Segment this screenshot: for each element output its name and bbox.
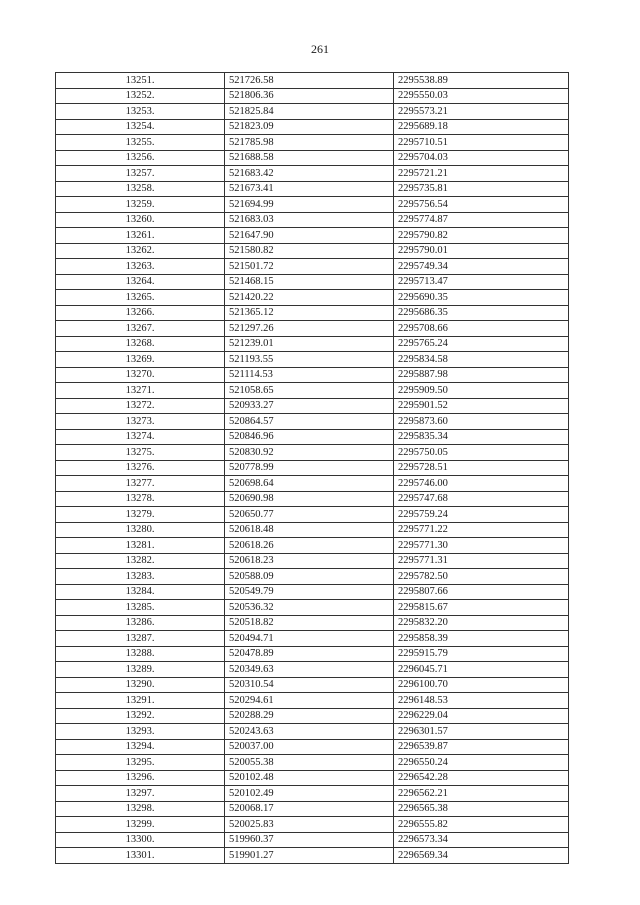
y-coordinate-cell: 2295746.00	[394, 476, 569, 492]
table-row	[56, 615, 569, 631]
x-coordinate-cell: 520068.17	[225, 801, 394, 817]
x-coordinate-cell: 521726.58	[225, 73, 394, 89]
table-row	[56, 212, 569, 228]
point-number-cell: 13295.	[56, 755, 225, 771]
y-coordinate-cell: 2295550.03	[394, 88, 569, 104]
table-row	[56, 817, 569, 833]
x-coordinate-cell: 521785.98	[225, 135, 394, 151]
point-number-cell: 13297.	[56, 786, 225, 802]
x-coordinate-cell: 520549.79	[225, 584, 394, 600]
y-coordinate-cell: 2295735.81	[394, 181, 569, 197]
y-coordinate-cell: 2295909.50	[394, 383, 569, 399]
point-number-cell: 13265.	[56, 290, 225, 306]
x-coordinate-cell: 520102.48	[225, 770, 394, 786]
x-coordinate-cell: 521580.82	[225, 243, 394, 259]
y-coordinate-cell: 2295708.66	[394, 321, 569, 337]
x-coordinate-cell: 520494.71	[225, 631, 394, 647]
page-number: 261	[311, 42, 329, 56]
y-coordinate-cell: 2295713.47	[394, 274, 569, 290]
table-row	[56, 290, 569, 306]
y-coordinate-cell: 2295915.79	[394, 646, 569, 662]
x-coordinate-cell: 520478.89	[225, 646, 394, 662]
y-coordinate-cell: 2296550.24	[394, 755, 569, 771]
x-coordinate-cell: 520518.82	[225, 615, 394, 631]
x-coordinate-cell: 520310.54	[225, 677, 394, 693]
point-number-cell: 13255.	[56, 135, 225, 151]
y-coordinate-cell: 2295750.05	[394, 445, 569, 461]
y-coordinate-cell: 2296573.34	[394, 832, 569, 848]
point-number-cell: 13277.	[56, 476, 225, 492]
table-row	[56, 259, 569, 275]
point-number-cell: 13276.	[56, 460, 225, 476]
x-coordinate-cell: 520690.98	[225, 491, 394, 507]
x-coordinate-cell: 521647.90	[225, 228, 394, 244]
x-coordinate-cell: 521825.84	[225, 104, 394, 120]
x-coordinate-cell: 521239.01	[225, 336, 394, 352]
table-row	[56, 274, 569, 290]
table-row	[56, 584, 569, 600]
table-row	[56, 693, 569, 709]
x-coordinate-cell: 520055.38	[225, 755, 394, 771]
table-row	[56, 631, 569, 647]
point-number-cell: 13280.	[56, 522, 225, 538]
point-number-cell: 13272.	[56, 398, 225, 414]
point-number-cell: 13291.	[56, 693, 225, 709]
y-coordinate-cell: 2295765.24	[394, 336, 569, 352]
table-row	[56, 646, 569, 662]
y-coordinate-cell: 2295835.34	[394, 429, 569, 445]
y-coordinate-cell: 2295873.60	[394, 414, 569, 430]
table-row	[56, 119, 569, 135]
point-number-cell: 13266.	[56, 305, 225, 321]
table-row	[56, 135, 569, 151]
table-row	[56, 166, 569, 182]
y-coordinate-cell: 2296229.04	[394, 708, 569, 724]
y-coordinate-cell: 2295721.21	[394, 166, 569, 182]
y-coordinate-cell: 2295807.66	[394, 584, 569, 600]
table-row	[56, 569, 569, 585]
x-coordinate-cell: 520288.29	[225, 708, 394, 724]
y-coordinate-cell: 2296045.71	[394, 662, 569, 678]
table-row	[56, 321, 569, 337]
table-row	[56, 181, 569, 197]
coordinates-table	[55, 72, 569, 864]
y-coordinate-cell: 2295790.01	[394, 243, 569, 259]
point-number-cell: 13296.	[56, 770, 225, 786]
table-row	[56, 832, 569, 848]
y-coordinate-cell: 2295887.98	[394, 367, 569, 383]
x-coordinate-cell: 520846.96	[225, 429, 394, 445]
table-row	[56, 662, 569, 678]
table-row	[56, 445, 569, 461]
point-number-cell: 13267.	[56, 321, 225, 337]
point-number-cell: 13273.	[56, 414, 225, 430]
y-coordinate-cell: 2295689.18	[394, 119, 569, 135]
point-number-cell: 13287.	[56, 631, 225, 647]
table-row	[56, 801, 569, 817]
y-coordinate-cell: 2295573.21	[394, 104, 569, 120]
y-coordinate-cell: 2295759.24	[394, 507, 569, 523]
point-number-cell: 13294.	[56, 739, 225, 755]
point-number-cell: 13289.	[56, 662, 225, 678]
point-number-cell: 13259.	[56, 197, 225, 213]
y-coordinate-cell: 2295747.68	[394, 491, 569, 507]
x-coordinate-cell: 520830.92	[225, 445, 394, 461]
point-number-cell: 13256.	[56, 150, 225, 166]
point-number-cell: 13290.	[56, 677, 225, 693]
y-coordinate-cell: 2295774.87	[394, 212, 569, 228]
y-coordinate-cell: 2295728.51	[394, 460, 569, 476]
x-coordinate-cell: 520618.48	[225, 522, 394, 538]
x-coordinate-cell: 520294.61	[225, 693, 394, 709]
point-number-cell: 13262.	[56, 243, 225, 259]
point-number-cell: 13274.	[56, 429, 225, 445]
table-row	[56, 150, 569, 166]
x-coordinate-cell: 520864.57	[225, 414, 394, 430]
table-row	[56, 228, 569, 244]
point-number-cell: 13299.	[56, 817, 225, 833]
table-row	[56, 414, 569, 430]
x-coordinate-cell: 521688.58	[225, 150, 394, 166]
y-coordinate-cell: 2295815.67	[394, 600, 569, 616]
point-number-cell: 13288.	[56, 646, 225, 662]
y-coordinate-cell: 2295690.35	[394, 290, 569, 306]
table-row	[56, 755, 569, 771]
point-number-cell: 13285.	[56, 600, 225, 616]
table-row	[56, 600, 569, 616]
table-row	[56, 786, 569, 802]
x-coordinate-cell: 520778.99	[225, 460, 394, 476]
point-number-cell: 13271.	[56, 383, 225, 399]
x-coordinate-cell: 520536.32	[225, 600, 394, 616]
y-coordinate-cell: 2295832.20	[394, 615, 569, 631]
table-row	[56, 429, 569, 445]
x-coordinate-cell: 521297.26	[225, 321, 394, 337]
table-row	[56, 848, 569, 864]
y-coordinate-cell: 2295771.22	[394, 522, 569, 538]
y-coordinate-cell: 2295790.82	[394, 228, 569, 244]
point-number-cell: 13283.	[56, 569, 225, 585]
point-number-cell: 13268.	[56, 336, 225, 352]
x-coordinate-cell: 520933.27	[225, 398, 394, 414]
y-coordinate-cell: 2296539.87	[394, 739, 569, 755]
y-coordinate-cell: 2296562.21	[394, 786, 569, 802]
x-coordinate-cell: 521420.22	[225, 290, 394, 306]
table-row	[56, 104, 569, 120]
table-row	[56, 739, 569, 755]
point-number-cell: 13281.	[56, 538, 225, 554]
table-row	[56, 522, 569, 538]
x-coordinate-cell: 520349.63	[225, 662, 394, 678]
point-number-cell: 13275.	[56, 445, 225, 461]
point-number-cell: 13284.	[56, 584, 225, 600]
table-row	[56, 352, 569, 368]
table-row	[56, 708, 569, 724]
table-row	[56, 243, 569, 259]
y-coordinate-cell: 2295704.03	[394, 150, 569, 166]
point-number-cell: 13278.	[56, 491, 225, 507]
point-number-cell: 13257.	[56, 166, 225, 182]
x-coordinate-cell: 519901.27	[225, 848, 394, 864]
table-row	[56, 336, 569, 352]
y-coordinate-cell: 2295538.89	[394, 73, 569, 89]
point-number-cell: 13264.	[56, 274, 225, 290]
table-row	[56, 724, 569, 740]
table-row	[56, 305, 569, 321]
x-coordinate-cell: 521193.55	[225, 352, 394, 368]
table-row	[56, 398, 569, 414]
y-coordinate-cell: 2296148.53	[394, 693, 569, 709]
y-coordinate-cell: 2296565.38	[394, 801, 569, 817]
x-coordinate-cell: 520618.26	[225, 538, 394, 554]
point-number-cell: 13253.	[56, 104, 225, 120]
point-number-cell: 13254.	[56, 119, 225, 135]
table-row	[56, 538, 569, 554]
x-coordinate-cell: 521501.72	[225, 259, 394, 275]
y-coordinate-cell: 2296542.28	[394, 770, 569, 786]
x-coordinate-cell: 520588.09	[225, 569, 394, 585]
y-coordinate-cell: 2296555.82	[394, 817, 569, 833]
y-coordinate-cell: 2295771.31	[394, 553, 569, 569]
point-number-cell: 13258.	[56, 181, 225, 197]
y-coordinate-cell: 2295782.50	[394, 569, 569, 585]
table-row	[56, 367, 569, 383]
x-coordinate-cell: 521114.53	[225, 367, 394, 383]
point-number-cell: 13260.	[56, 212, 225, 228]
y-coordinate-cell: 2295686.35	[394, 305, 569, 321]
table-row	[56, 460, 569, 476]
x-coordinate-cell: 520025.83	[225, 817, 394, 833]
y-coordinate-cell: 2295710.51	[394, 135, 569, 151]
point-number-cell: 13293.	[56, 724, 225, 740]
y-coordinate-cell: 2295858.39	[394, 631, 569, 647]
point-number-cell: 13251.	[56, 73, 225, 89]
table-row	[56, 770, 569, 786]
table-row	[56, 677, 569, 693]
coordinates-table-body	[56, 73, 569, 864]
table-row	[56, 553, 569, 569]
x-coordinate-cell: 520102.49	[225, 786, 394, 802]
point-number-cell: 13270.	[56, 367, 225, 383]
y-coordinate-cell: 2296569.34	[394, 848, 569, 864]
point-number-cell: 13261.	[56, 228, 225, 244]
y-coordinate-cell: 2295756.54	[394, 197, 569, 213]
x-coordinate-cell: 521694.99	[225, 197, 394, 213]
table-row	[56, 73, 569, 89]
x-coordinate-cell: 519960.37	[225, 832, 394, 848]
x-coordinate-cell: 520037.00	[225, 739, 394, 755]
y-coordinate-cell: 2296301.57	[394, 724, 569, 740]
x-coordinate-cell: 521058.65	[225, 383, 394, 399]
x-coordinate-cell: 520698.64	[225, 476, 394, 492]
point-number-cell: 13300.	[56, 832, 225, 848]
x-coordinate-cell: 520243.63	[225, 724, 394, 740]
table-row	[56, 476, 569, 492]
point-number-cell: 13292.	[56, 708, 225, 724]
point-number-cell: 13282.	[56, 553, 225, 569]
table-row	[56, 197, 569, 213]
y-coordinate-cell: 2295834.58	[394, 352, 569, 368]
x-coordinate-cell: 520650.77	[225, 507, 394, 523]
y-coordinate-cell: 2295749.34	[394, 259, 569, 275]
x-coordinate-cell: 521468.15	[225, 274, 394, 290]
point-number-cell: 13301.	[56, 848, 225, 864]
y-coordinate-cell: 2295901.52	[394, 398, 569, 414]
table-row	[56, 383, 569, 399]
point-number-cell: 13286.	[56, 615, 225, 631]
x-coordinate-cell: 521673.41	[225, 181, 394, 197]
x-coordinate-cell: 520618.23	[225, 553, 394, 569]
x-coordinate-cell: 521683.03	[225, 212, 394, 228]
point-number-cell: 13269.	[56, 352, 225, 368]
x-coordinate-cell: 521823.09	[225, 119, 394, 135]
x-coordinate-cell: 521806.36	[225, 88, 394, 104]
point-number-cell: 13252.	[56, 88, 225, 104]
table-row	[56, 88, 569, 104]
table-row	[56, 507, 569, 523]
x-coordinate-cell: 521683.42	[225, 166, 394, 182]
point-number-cell: 13263.	[56, 259, 225, 275]
x-coordinate-cell: 521365.12	[225, 305, 394, 321]
point-number-cell: 13279.	[56, 507, 225, 523]
y-coordinate-cell: 2295771.30	[394, 538, 569, 554]
point-number-cell: 13298.	[56, 801, 225, 817]
y-coordinate-cell: 2296100.70	[394, 677, 569, 693]
table-row	[56, 491, 569, 507]
